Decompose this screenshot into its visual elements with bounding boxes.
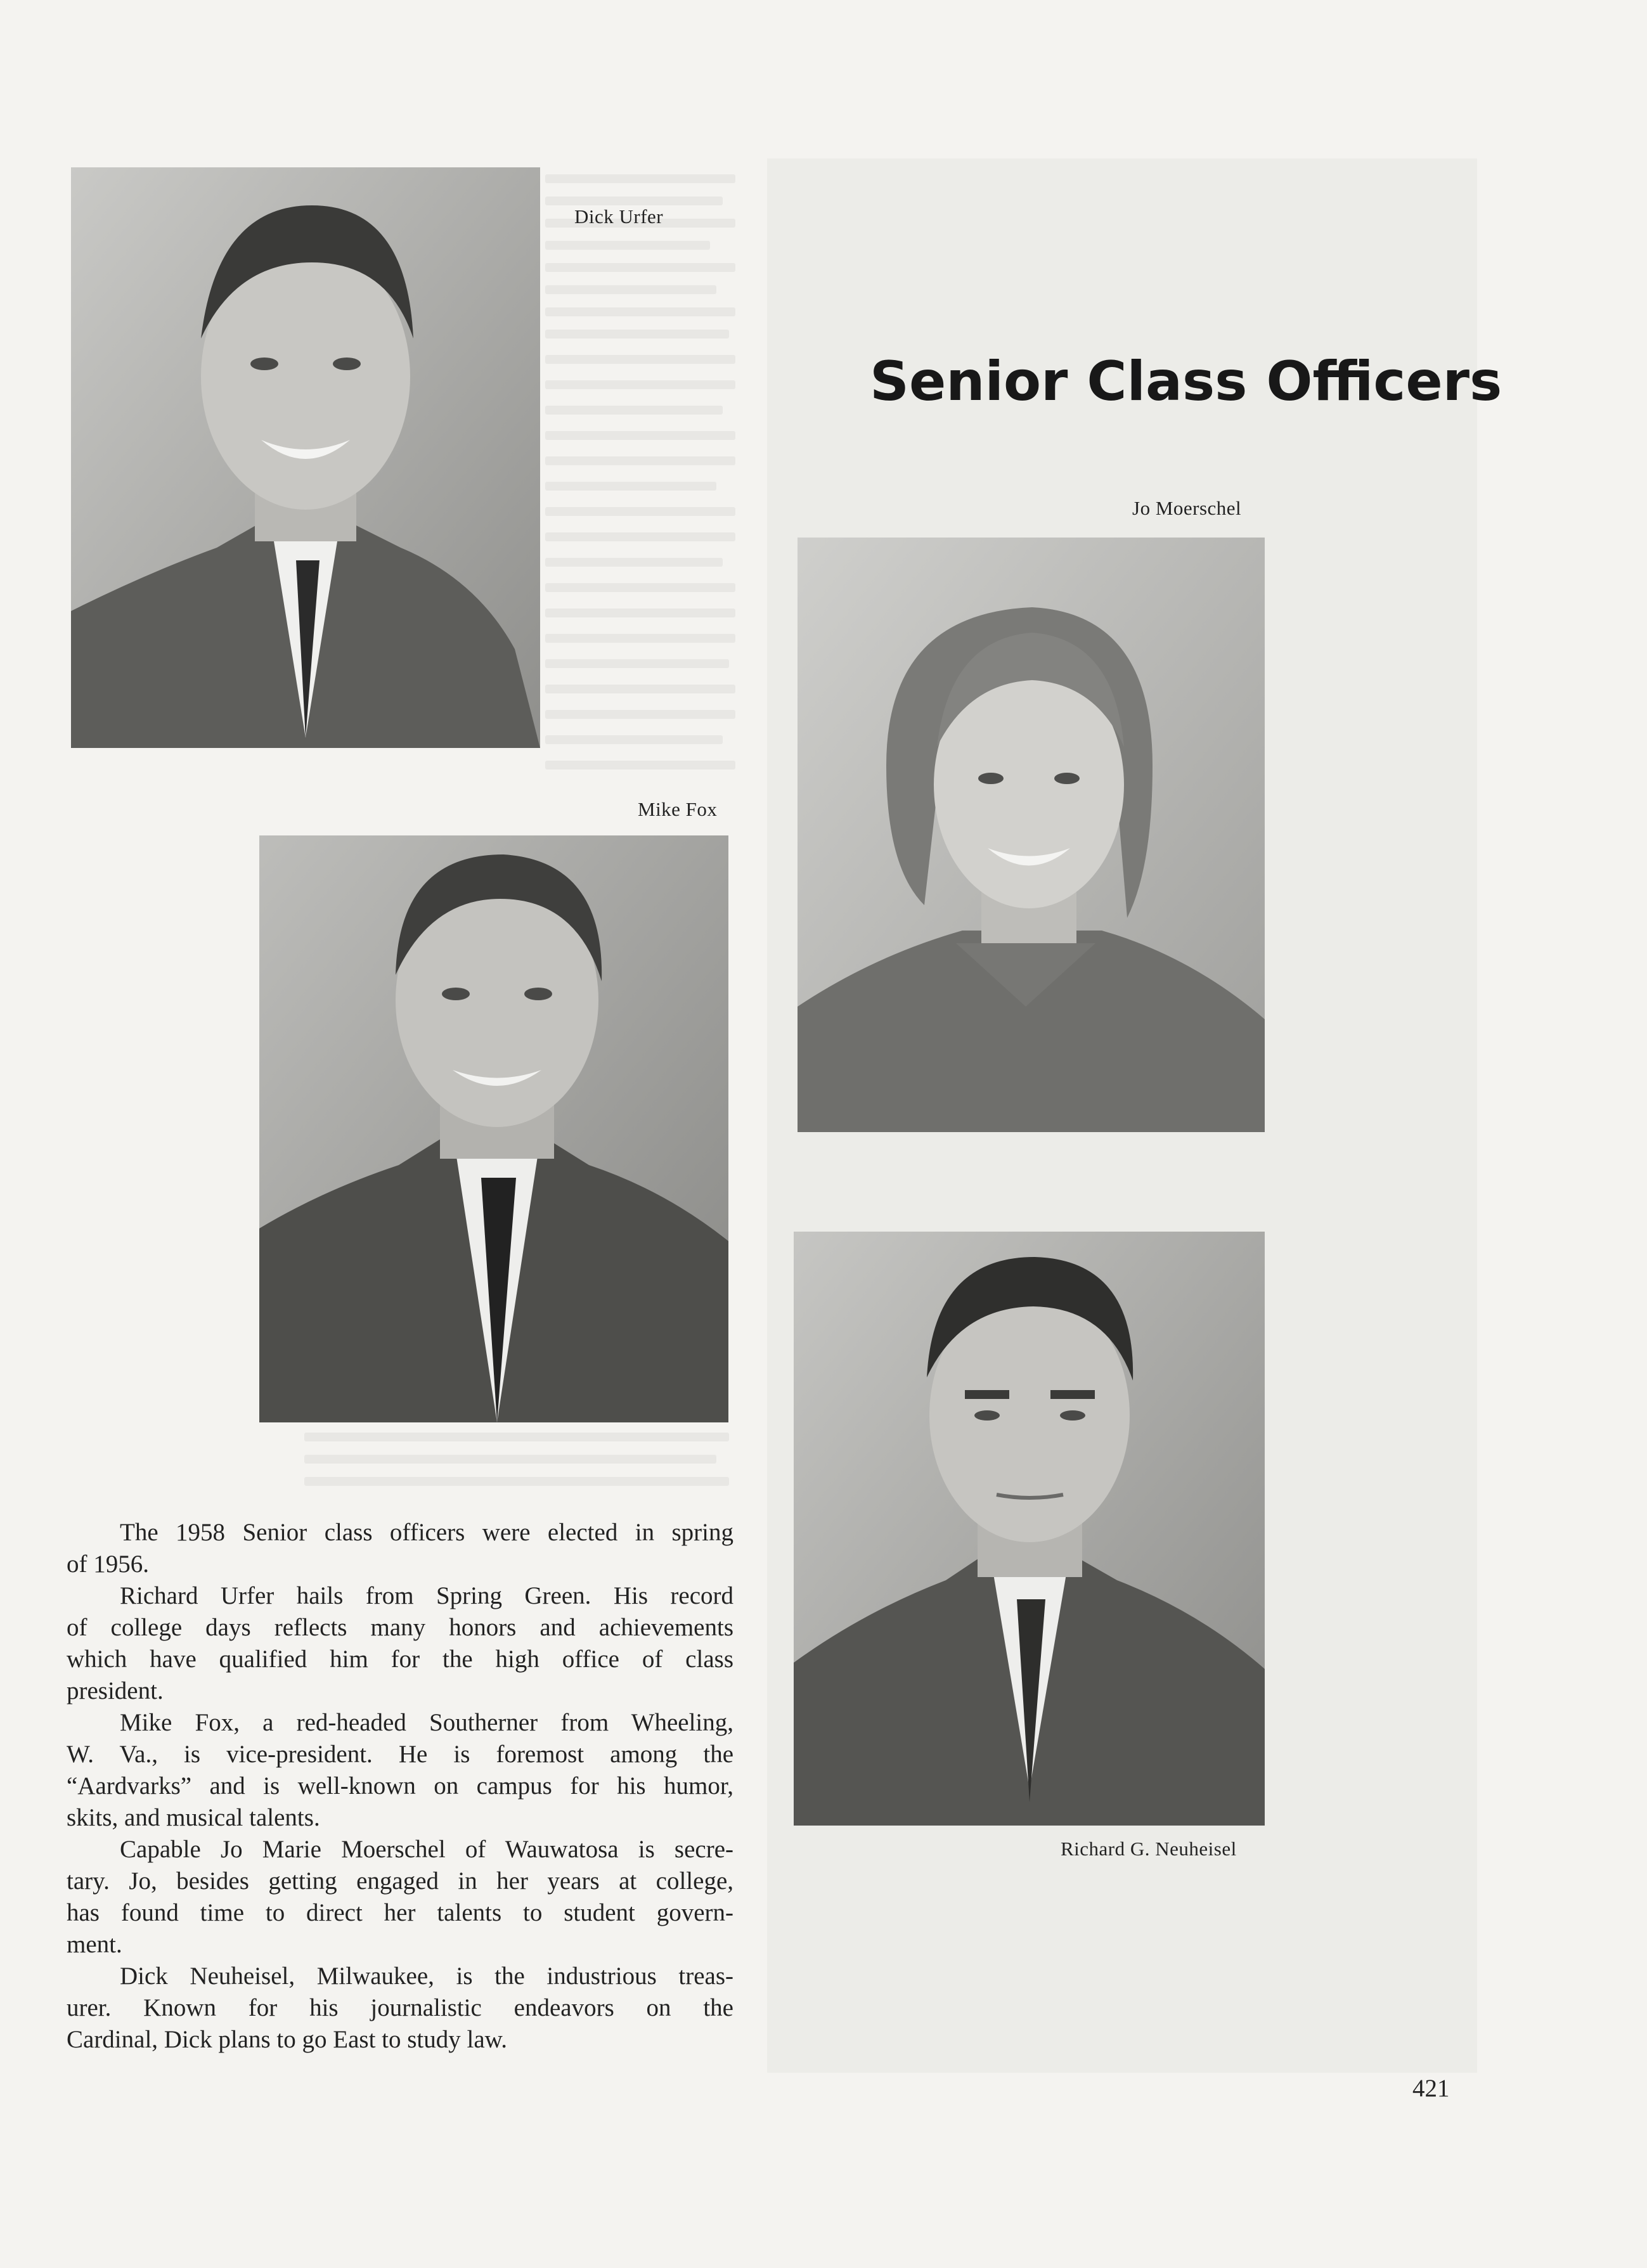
reverse-text-shadow xyxy=(545,532,735,541)
reverse-text-shadow xyxy=(545,710,735,719)
page-number: 421 xyxy=(1412,2075,1450,2102)
reverse-text-shadow xyxy=(545,482,716,491)
portrait-photo-mike-fox xyxy=(259,835,728,1422)
caption-mike-fox: Mike Fox xyxy=(638,798,718,820)
reverse-text-shadow xyxy=(545,659,729,668)
reverse-text-shadow xyxy=(545,406,723,415)
body-line: of college days reflects many honors and achievements xyxy=(67,1614,733,1641)
body-line: “Aardvarks” and is well-known on campus for his humor, xyxy=(67,1772,733,1800)
reverse-text-shadow xyxy=(545,174,735,183)
body-line: Richard Urfer hails from Spring Green. His record xyxy=(120,1582,733,1609)
reverse-text-shadow xyxy=(304,1477,729,1486)
reverse-text-shadow xyxy=(304,1455,716,1464)
reverse-text-shadow xyxy=(545,285,716,294)
body-line: Mike Fox, a red-headed Southerner from Wheeling, xyxy=(120,1709,733,1736)
reverse-text-shadow xyxy=(545,380,735,389)
reverse-text-shadow xyxy=(545,456,735,465)
portrait-photo-richard-g-neuheisel xyxy=(794,1232,1265,1826)
body-line: of 1956. xyxy=(67,1550,149,1578)
reverse-text-shadow xyxy=(545,761,735,770)
portrait-photo-woman-icon xyxy=(798,538,1265,1132)
reverse-text-shadow xyxy=(304,1433,729,1441)
reverse-text-shadow xyxy=(545,330,729,338)
portrait-photo-dick-urfer xyxy=(71,167,540,748)
portrait-photo-man-icon xyxy=(794,1232,1265,1826)
body-line: Dick Neuheisel, Milwaukee, is the industrious treas- xyxy=(120,1962,733,1990)
body-paragraphs xyxy=(67,1517,733,2056)
reverse-text-shadow xyxy=(545,263,735,272)
reverse-text-shadow xyxy=(545,735,723,744)
portrait-photo-jo-moerschel xyxy=(798,538,1265,1132)
body-line: urer. Known for his journalistic endeavors on the xyxy=(67,1994,733,2021)
body-line: ment. xyxy=(67,1931,122,1958)
reverse-text-shadow xyxy=(545,507,735,516)
reverse-text-shadow xyxy=(545,558,723,567)
body-line: tary. Jo, besides getting engaged in her years at college, xyxy=(67,1867,733,1895)
caption-richard-g-neuheisel: Richard G. Neuheisel xyxy=(1061,1838,1237,1860)
caption-dick-urfer: Dick Urfer xyxy=(574,205,664,228)
reverse-text-shadow xyxy=(545,431,735,440)
reverse-text-shadow xyxy=(545,685,735,693)
caption-jo-moerschel: Jo Moerschel xyxy=(1132,497,1242,519)
body-line: president. xyxy=(67,1677,164,1704)
portrait-photo-man-icon xyxy=(259,835,728,1422)
portrait-photo-man-icon xyxy=(71,167,540,748)
reverse-text-shadow xyxy=(545,307,735,316)
body-line: has found time to direct her talents to student govern- xyxy=(67,1899,733,1926)
body-line: Cardinal, Dick plans to go East to study law. xyxy=(67,2026,508,2053)
page-title: Senior Class Officers xyxy=(870,350,1502,413)
reverse-text-shadow xyxy=(545,634,735,643)
reverse-text-shadow xyxy=(545,241,710,250)
body-line: Capable Jo Marie Moerschel of Wauwatosa is secre- xyxy=(120,1836,733,1863)
reverse-text-shadow xyxy=(545,355,735,364)
body-line: W. Va., is vice-president. He is foremost among the xyxy=(67,1741,733,1768)
body-line: which have qualified him for the high office of class xyxy=(67,1646,733,1673)
reverse-text-shadow xyxy=(545,583,735,592)
reverse-text-shadow xyxy=(545,609,735,617)
body-line: The 1958 Senior class officers were elected in spring xyxy=(120,1519,733,1546)
body-line: skits, and musical talents. xyxy=(67,1804,320,1831)
reverse-text-shadow xyxy=(545,197,723,205)
